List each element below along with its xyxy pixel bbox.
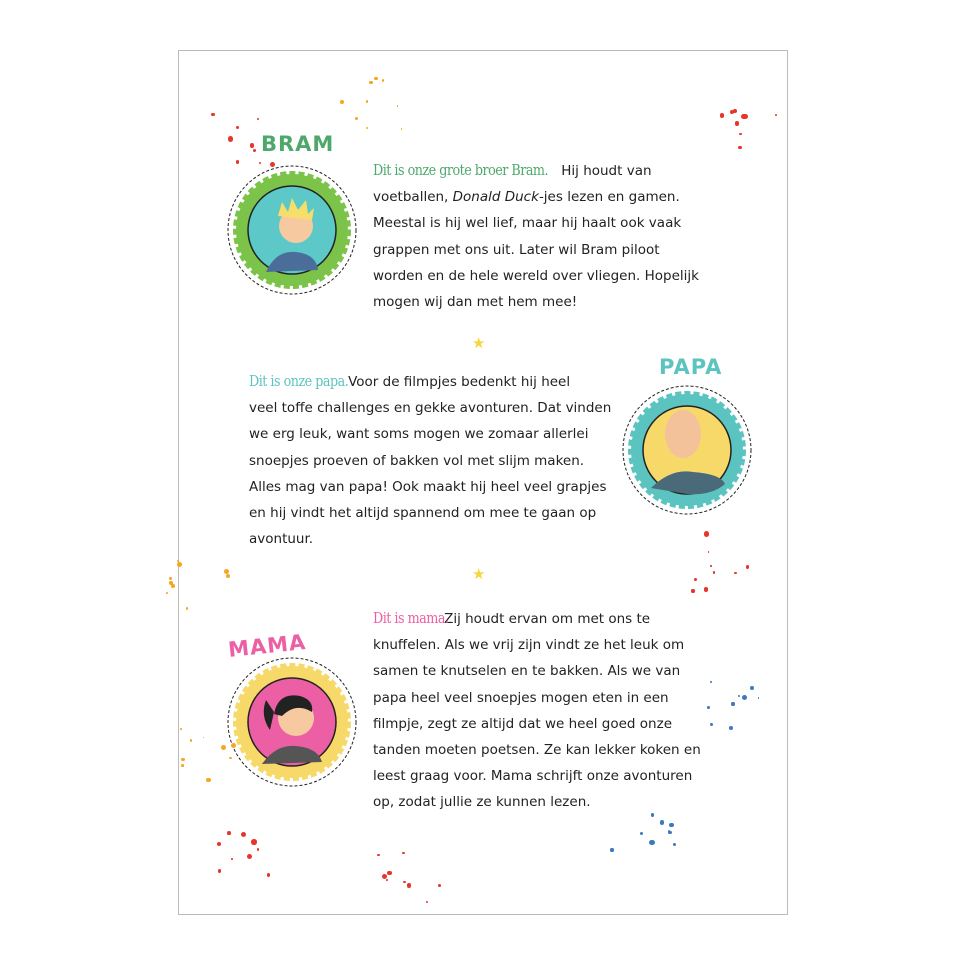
splatter-dot <box>166 592 168 594</box>
splatter-dot <box>407 883 411 887</box>
splatter-dot <box>403 881 406 884</box>
text-line: avontuur. <box>249 531 314 548</box>
text-line: knuffelen. Als we vrij zijn vindt ze het leuk om <box>373 637 685 654</box>
splatter-dot <box>247 854 252 859</box>
splatter-dot <box>267 873 270 876</box>
splatter-dot <box>218 869 221 872</box>
splatter-dot <box>224 569 229 574</box>
text-line: tanden moeten poetsen. Ze kan lekker koken en <box>373 742 701 759</box>
splatter-dot <box>704 587 708 591</box>
splatter-dot <box>186 607 188 609</box>
text-line: snoepjes proeven of bakken vol met slijm maken. <box>249 452 585 469</box>
splatter-dot <box>229 757 231 759</box>
splatter-dot <box>669 823 674 828</box>
text-line: en hij vindt het altijd spannend om mee te gaan op <box>249 505 597 522</box>
splatter-dot <box>610 848 613 851</box>
bram-label: BRAM <box>261 132 335 156</box>
text-line: op, zodat jullie ze kunnen lezen. <box>373 794 591 811</box>
splatter-dot <box>236 160 239 163</box>
text-line: Meestal is hij wel lief, maar hij haalt ook vaak <box>373 215 682 232</box>
splatter-dot <box>746 565 749 568</box>
splatter-dot <box>402 852 404 854</box>
splatter-dot <box>735 121 740 126</box>
splatter-dot <box>438 884 441 887</box>
splatter-dot <box>355 117 358 120</box>
star-divider-icon: ★ <box>472 565 486 583</box>
splatter-dot <box>181 758 184 761</box>
splatter-dot <box>226 574 230 578</box>
splatter-dot <box>251 839 256 844</box>
text-line: voetballen, <box>373 189 453 206</box>
papa-lead: Dit is onze papa. <box>249 372 349 390</box>
splatter-dot <box>694 578 697 581</box>
splatter-dot <box>710 565 712 567</box>
splatter-dot <box>190 739 193 742</box>
papa-description <box>249 368 611 552</box>
splatter-dot <box>731 702 734 705</box>
splatter-dot <box>733 109 737 113</box>
splatter-dot <box>704 531 709 536</box>
splatter-dot <box>177 560 179 562</box>
splatter-dot <box>668 831 671 834</box>
bram-lead: Dit is onze grote broer Bram. <box>373 161 549 179</box>
text-line: Zij houdt ervan om met ons te <box>439 611 651 627</box>
splatter-dot <box>257 848 259 850</box>
text-line: mogen wij dan met hem mee! <box>373 294 578 311</box>
bram-description <box>373 157 699 315</box>
splatter-dot <box>707 706 710 709</box>
splatter-dot <box>739 133 741 135</box>
splatter-dot <box>228 136 233 141</box>
splatter-dot <box>660 820 665 825</box>
mama-portrait-badge <box>226 656 358 788</box>
splatter-dot <box>171 584 175 588</box>
text-line: grappen met ons uit. Later wil Bram piloot <box>373 241 660 258</box>
text-line: samen te knutselen en te bakken. Als we van <box>373 663 681 680</box>
italic-title: Donald Duck <box>452 189 539 206</box>
splatter-dot <box>253 149 256 152</box>
splatter-dot <box>177 562 182 567</box>
splatter-dot <box>180 728 182 730</box>
splatter-dot <box>691 589 694 592</box>
splatter-dot <box>231 858 233 860</box>
splatter-dot <box>169 577 172 580</box>
text-line: filmpje, zegt ze altijd dat we heel goed onze <box>373 715 672 732</box>
mama-label: MAMA <box>226 629 308 663</box>
splatter-dot <box>649 840 654 845</box>
text-line: we erg leuk, want soms mogen we zomaar allerlei <box>249 426 589 443</box>
splatter-dot <box>369 81 373 85</box>
text-line: papa heel veel snoepjes mogen eten in een <box>373 689 669 706</box>
splatter-dot <box>227 831 231 835</box>
papa-portrait-badge <box>621 384 753 516</box>
text-line: Voor de filmpjes bedenkt hij heel <box>343 374 571 390</box>
splatter-dot <box>734 572 736 574</box>
splatter-dot <box>775 114 777 116</box>
splatter-dot <box>181 764 184 767</box>
splatter-dot <box>250 143 254 147</box>
text-line: Hij houdt van <box>556 163 652 179</box>
text-line: worden en de hele wereld over vliegen. Hopelijk <box>373 267 699 284</box>
splatter-dot <box>713 571 715 573</box>
splatter-dot <box>211 113 214 116</box>
text-line: Alles mag van papa! Ook maakt hij heel veel grapjes <box>249 478 607 495</box>
mama-lead: Dit is mama. <box>373 609 449 627</box>
text-line: veel toffe challenges en gekke avonturen. Dat vinden <box>249 400 612 417</box>
text-line: -jes lezen en gamen. <box>538 189 680 206</box>
papa-label: PAPA <box>659 355 723 379</box>
bram-portrait-badge <box>226 164 358 296</box>
splatter-dot <box>710 681 712 683</box>
splatter-dot <box>206 778 210 782</box>
star-divider-icon: ★ <box>472 334 486 352</box>
splatter-dot <box>720 113 724 117</box>
mama-description <box>373 605 701 816</box>
text-line: leest graag voor. Mama schrijft onze avonturen <box>373 768 693 785</box>
